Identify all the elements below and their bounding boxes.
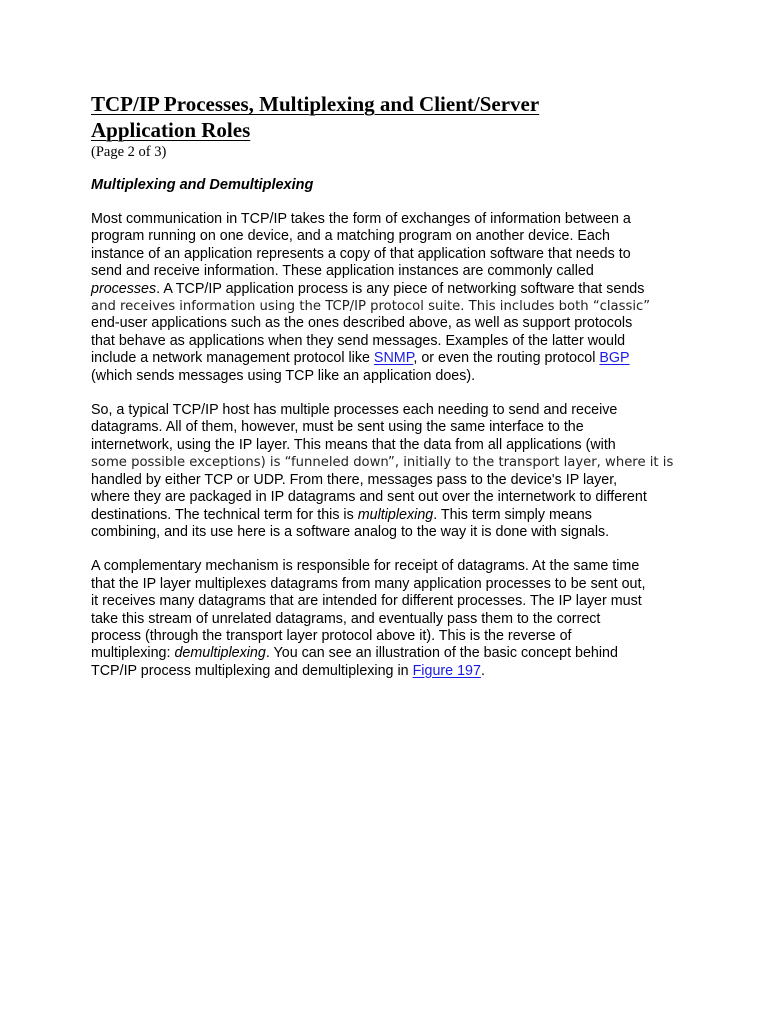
emphasis-demultiplexing: demultiplexing [174,645,266,662]
text-line [91,281,691,298]
section-heading: Multiplexing and Demultiplexing [91,177,314,193]
text-line: (which sends messages using TCP like an application does). [91,367,476,384]
text-line: end-user applications such as the ones described above, as well as support protocols [91,315,633,332]
text-line: where they are packaged in IP datagrams and sent out over the internetwork to different [91,489,647,506]
text-line: internetwork, using the IP layer. This means that the data from all applications (with [91,436,616,453]
text-line: that behave as applications when they send messages. Examples of the latter would [91,332,626,349]
text-fragment: multiplexing: [91,645,175,662]
document-page [91,91,691,680]
text-line: send and receive information. These application instances are commonly called [91,263,594,280]
text-line: instance of an application represents a copy of that application software that needs to [91,245,631,262]
bgp-link[interactable]: BGP [599,350,630,367]
paragraph-multiplexing [91,402,691,541]
text-line: A complementary mechanism is responsible for receipt of datagrams. At the same time [91,558,640,575]
text-line: program running on one device, and a matching program on another device. Each [91,228,610,245]
text-line: handled by either TCP or UDP. From there, messages pass to the device's IP layer, [91,471,618,488]
text-line: process (through the transport layer protocol above it). This is the reverse of [91,627,572,644]
text-fragment: destinations. The technical term for this is [91,506,358,523]
emphasis-processes: processes [91,280,157,297]
paragraph-demultiplexing [91,558,691,680]
text-fragment: . [480,662,485,679]
emphasis-multiplexing: multiplexing [357,506,434,523]
text-line [91,663,691,680]
paragraph-processes [91,211,691,385]
text-line: that the IP layer multiplexes datagrams from many application processes to be sent out, [91,575,646,592]
snmp-link[interactable]: SNMP [373,350,414,367]
text-line [91,350,691,367]
text-fragment: . A TCP/IP application process is any piece of networking software that sends [156,280,645,297]
title-line-1: TCP/IP Processes, Multiplexing and Client/Server [91,92,540,116]
text-fragment: TCP/IP process multiplexing and demultiplexing in [91,662,413,679]
text-line: some possible exceptions) is “funneled down”, initially to the transport layer, where it is [91,455,674,471]
text-fragment: include a network management protocol like [91,350,374,367]
page-indicator: (Page 2 of 3) [91,144,167,160]
text-line [91,507,691,524]
text-line: Most communication in TCP/IP takes the form of exchanges of information between a [91,211,631,227]
text-line [91,645,691,662]
text-line: it receives many datagrams that are intended for different processes. The IP layer must [91,593,642,610]
text-fragment: . This term simply means [433,506,592,523]
text-line: take this stream of unrelated datagrams, and eventually pass them to the correct [91,610,601,627]
text-fragment: , or even the routing protocol [413,350,600,367]
text-fragment: . You can see an illustration of the basic concept behind [265,645,618,662]
text-line: and receives information using the TCP/IP protocol suite. This includes both “classic” [91,299,651,315]
page-title [91,91,691,143]
figure-197-link[interactable]: Figure 197 [412,662,481,679]
text-line: So, a typical TCP/IP host has multiple processes each needing to send and receive [91,402,618,419]
title-line-2: Application Roles [91,118,251,142]
text-line: datagrams. All of them, however, must be sent using the same interface to the [91,419,584,436]
text-line: combining, and its use here is a software analog to the way it is done with signals. [91,523,610,540]
